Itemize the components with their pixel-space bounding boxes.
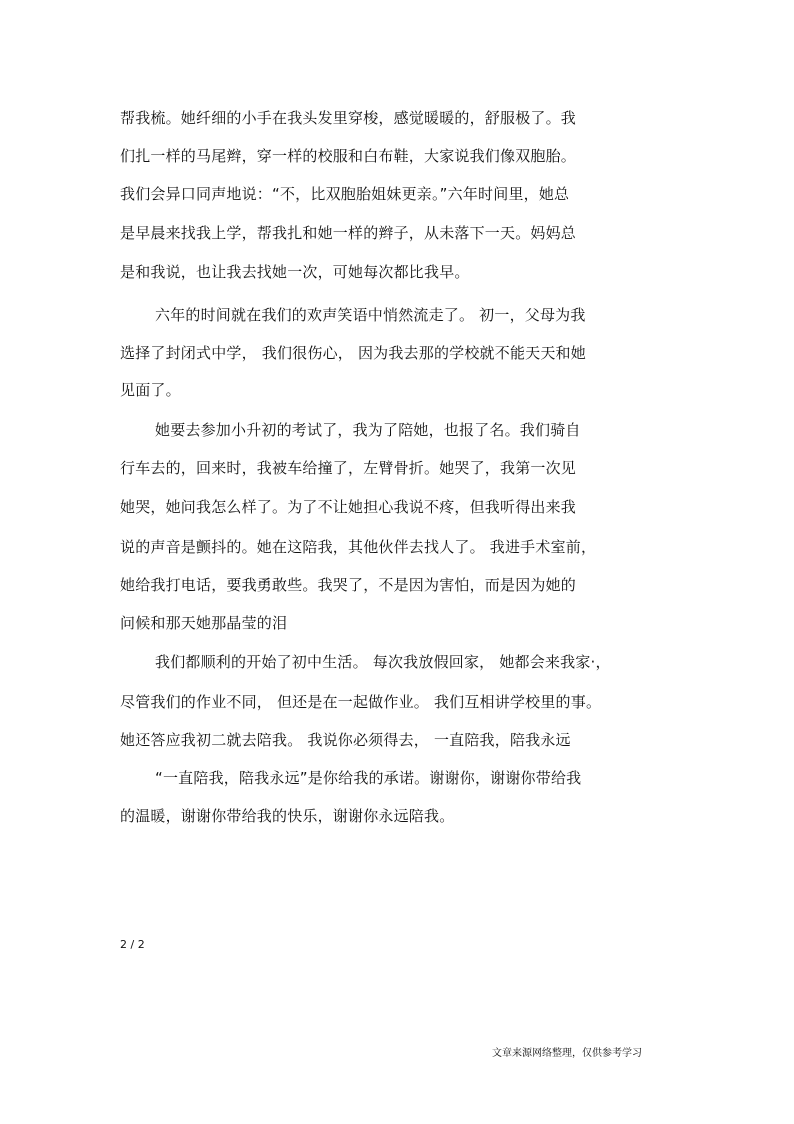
text-line: 她要去参加小升初的考试了，我为了陪她，也报了名。我们骑自 [155,421,581,439]
text-line: 帮我梳。她纤细的小手在我头发里穿梭，感觉暖暖的，舒服极了。我 [120,109,577,127]
text-line: 选择了封闭式中学， 我们很伤心， 因为我去那的学校就不能天天和她 [120,344,586,362]
text-line: 她哭，她问我怎么样了。为了不让她担心我说不疼，但我听得出来我 [120,498,577,516]
footer-note: 文章来源网络整理，仅供参考学习 [492,1048,642,1059]
text-line: 六年的时间就在我们的欢声笑语中悄然流走了。 初一，父母为我 [155,306,586,324]
text-line: 见面了。 [120,381,181,399]
text-line: 她还答应我初二就去陪我。 我说你必须得去， 一直陪我，陪我永远 [120,731,571,749]
text-line: 问候和那天她那晶莹的泪 [120,614,288,632]
text-line: 说的声音是颤抖的。她在这陪我，其他伙伴去找人了。 我进手术室前， [120,538,597,556]
text-line: “一直陪我，陪我永远”是你给我的承诺。谢谢你，谢谢你带给我 [155,769,582,787]
text-line: 我们都顺利的开始了初中生活。 每次我放假回家， 她都会来我家·， [155,653,611,671]
text-line: 她给我打电话，要我勇敢些。我哭了，不是因为害怕，而是因为她的 [120,576,577,594]
page-number: 2 / 2 [120,938,145,951]
text-line: 我们会异口同声地说：“不，比双胞胎姐妹更亲。”六年时间里，她总 [120,185,570,203]
text-line: 尽管我们的作业不同， 但还是在一起做作业。 我们互相讲学校里的事。 [120,693,602,711]
text-line: 是和我说，也让我去找她一次，可她每次都比我早。 [120,263,470,281]
text-line: 行车去的，回来时，我被车给撞了，左臂骨折。她哭了，我第一次见 [120,459,577,477]
text-line: 的温暖，谢谢你带给我的快乐，谢谢你永远陪我。 [120,807,455,825]
text-line: 们扎一样的马尾辫，穿一样的校服和白布鞋，大家说我们像双胞胎。 [120,147,577,165]
text-line: 是早晨来找我上学，帮我扎和她一样的辫子，从未落下一天。妈妈总 [120,224,577,242]
